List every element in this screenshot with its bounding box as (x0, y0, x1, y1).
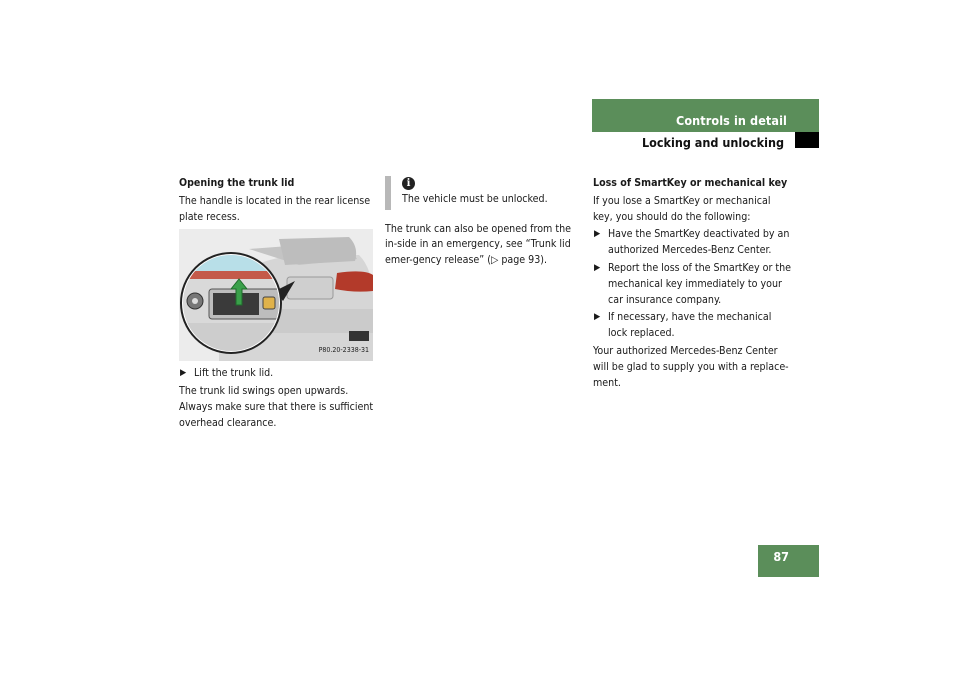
step-deactivate: ▶ Have the SmartKey deactivated by an authorized Mercedes-Benz Center. (594, 228, 790, 257)
heading-loss-key: Loss of SmartKey or mechanical key (593, 177, 788, 189)
bullet-arrow-icon: ▶ (594, 312, 601, 323)
loss-outro: Your authorized Mercedes-Benz Center will be glad to supply you with a replace-ment. (593, 344, 789, 389)
column-right (593, 176, 793, 391)
step-replace-lock: ▶ If necessary, have the mechanical lock replaced. (594, 311, 772, 340)
column-middle (385, 176, 585, 269)
section-title: Controls in detail (675, 113, 787, 128)
emergency-release-text: The trunk can also be opened from the in-side in an emergency, see “Trunk lid emer-gency release” (▷ page 93). (385, 222, 571, 267)
page-number: 87 (773, 549, 789, 564)
bullet-arrow-icon: ▶ (594, 262, 601, 273)
bullet-arrow-icon: ▶ (594, 229, 601, 240)
after-text: The trunk lid swings open upwards. Always make sure that there is sufficient overhead clearance. (179, 385, 374, 429)
loss-intro: If you lose a SmartKey or mechanical key, you should do the following: (593, 194, 771, 223)
page-number-box (758, 545, 819, 577)
subsection-title: Locking and unlocking (641, 135, 784, 150)
trunk-figure (179, 229, 373, 361)
header-marker (795, 132, 819, 148)
note-bar (385, 176, 391, 210)
bullet-arrow-icon: ▶ (180, 368, 187, 379)
header-tab (592, 99, 819, 132)
figure-caption: P80.20-2338-31 (318, 345, 369, 354)
section-title-box (592, 99, 819, 132)
step-lift-trunk: ▶ Lift the trunk lid. (179, 366, 377, 382)
note-text: The vehicle must be unlocked. (402, 192, 548, 205)
info-icon: i (402, 177, 415, 190)
intro-text: The handle is located in the rear license plate recess. (179, 194, 371, 223)
column-left (179, 176, 377, 432)
info-note (385, 176, 585, 208)
trunk-illustration (179, 229, 373, 361)
step-report: ▶ Report the loss of the SmartKey or the mechanical key immediately to your car insurance company. (594, 261, 792, 306)
heading-opening-trunk: Opening the trunk lid (179, 177, 295, 189)
